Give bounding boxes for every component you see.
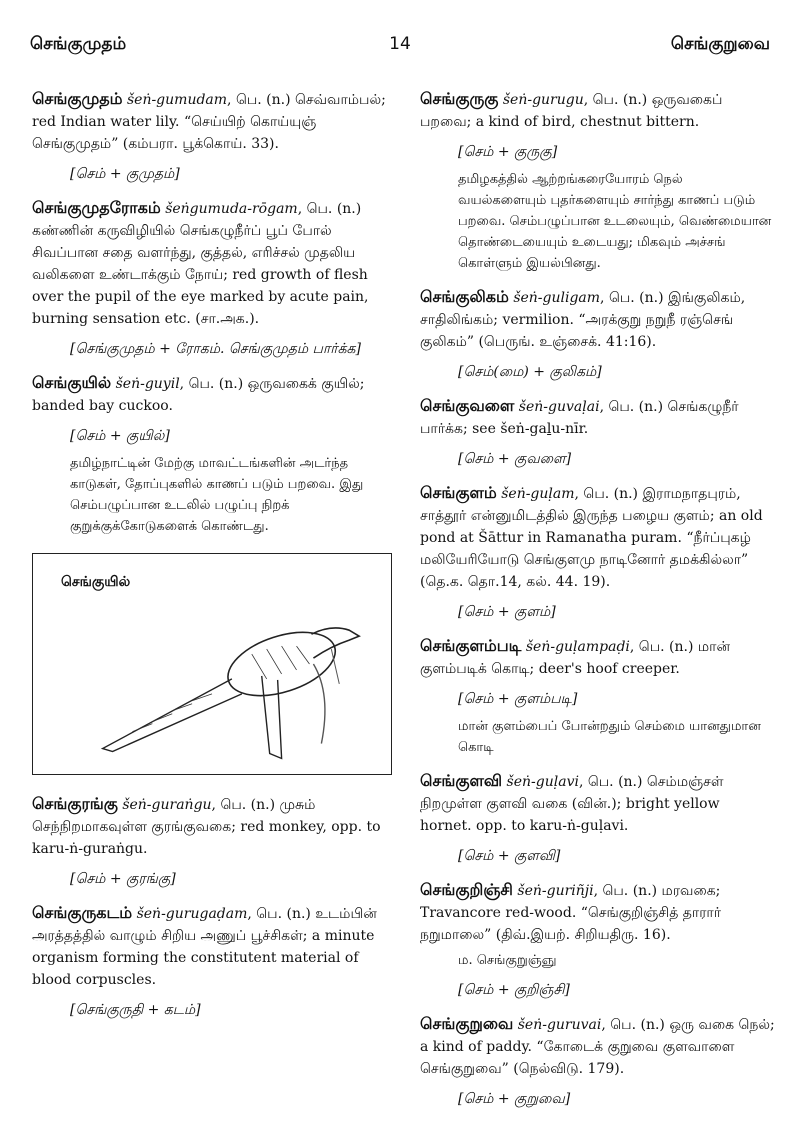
entry-headword: செங்குயில் — [32, 373, 112, 392]
cuckoo-drawing — [33, 554, 391, 774]
entry-definition: , பெ. (n.) உடம்பின் அரத்தத்தில் வாழும் சிறிய அணுப் பூச்சிகள்; a minute organism forming the constitutent material of blood corpuscles. — [32, 906, 377, 988]
entry-transliteration: šeṅ-guraṅgu — [122, 797, 212, 813]
entry-definition: , பெ. (n.) மரவகை; Travancore red-wood. “செங்குறிஞ்சித் தாரார் நறுமாலை” (திவ்.இயற். சிறியதிரு. 16). — [420, 883, 722, 943]
entry-etymology: [செம் + குளவி] — [458, 848, 561, 864]
entry-headword: செங்குவளை — [420, 396, 515, 415]
dictionary-entry — [420, 879, 775, 1001]
entry-headword: செங்குளவி — [420, 771, 503, 790]
dictionary-entry — [420, 770, 775, 867]
dictionary-entry — [32, 372, 392, 537]
entry-definition: , பெ. (n.) ஒருவகைப் பறவை; a kind of bird, chestnut bittern. — [420, 92, 723, 130]
dictionary-entry — [420, 286, 775, 383]
entry-etymology: [செங்குருதி + கடம்] — [70, 1002, 201, 1018]
figure-caption: செங்குயில் — [61, 574, 131, 590]
entry-transliteration: šeṅ-guruvai — [517, 1017, 602, 1033]
entry-transliteration: šeṅ-guligam — [513, 290, 601, 306]
left-column — [32, 88, 392, 1033]
entry-note: தமிழ்நாட்டின் மேற்கு மாவட்டங்களின் அடர்ந்த காடுகள், தோப்புகளில் காணப் படும் பறவை. இது செம்பழுப்பான உடலில் பழுப்பு நிறக் குறுக்குக்கோடுகளைக் கொண்டது. — [70, 456, 364, 534]
entry-etymology: [செம் + குரங்கு] — [70, 871, 176, 887]
entry-definition: , பெ. (n.) செங்கழுநீர் பார்க்க; see šeṅ-gaḻu-nīr. — [420, 399, 739, 437]
entry-definition: , பெ. (n.) ஒரு வகை நெல்; a kind of paddy. “கோடைக் குறுவை குளவாளை செங்குறுவை” (நெல்விடு. 179). — [420, 1017, 775, 1077]
entry-definition: , பெ. (n.) முசும் செந்நிறமாகவுள்ள குரங்குவகை; red monkey, opp. to karu-ṅ-guraṅgu. — [32, 797, 381, 857]
entry-headword: செங்குருகு — [420, 89, 499, 108]
entry-cognate: ம. செங்குறுஞ்ஞு — [458, 953, 557, 968]
entry-transliteration: šeṅgumuda-rōgam — [165, 201, 298, 217]
header-right-word: செங்குறுவை — [670, 34, 770, 54]
entry-headword: செங்குமுதம் — [32, 89, 123, 108]
entry-headword: செங்குளம்படி — [420, 636, 522, 655]
entry-definition: , பெ. (n.) இராமநாதபுரம், சாத்தூர் என்னுமிடத்தில் இருந்த பழைய குளம்; an old pond at Šāttur in Ramanatha puram. “நீர்ப்புகழ் மலியேரியோடு செங்குளமு நாடினோர் தமக்கில்லா” (தெ.க. தொ.14, கல். 44. 19). — [420, 486, 763, 590]
dictionary-entry — [32, 902, 392, 1021]
entry-headword: செங்குலிகம் — [420, 287, 509, 306]
entry-definition: , பெ. (n.) கண்ணின் கருவிழியில் செங்கழுநீர்ப் பூப் போல் சிவப்பான சதை வளர்ந்து, குத்தல், எரிச்சல் முதலிய வலிகளை உண்டாக்கும் நோய்; red growth of flesh over the pupil of the eye marked by acute pain, burning sensation etc. (சா.அக.). — [32, 201, 369, 327]
entry-transliteration: šeṅ-gurugaḍam — [136, 906, 248, 922]
page-header — [30, 34, 770, 64]
entry-transliteration: šeṅ-guriñji — [517, 883, 594, 899]
entry-etymology: [செம் + குறுவை] — [458, 1091, 571, 1107]
entry-headword: செங்குமுதரோகம் — [32, 198, 161, 217]
entry-etymology: [செம் + குயில்] — [70, 428, 170, 444]
entry-transliteration: šeṅ-guvaḷai — [518, 399, 600, 415]
header-left-word: செங்குமுதம் — [30, 34, 127, 54]
entry-etymology: [செங்குமுதம் + ரோகம். செங்குமுதம் பார்க்க] — [70, 341, 361, 357]
entry-etymology: [செம் + குளம்படி] — [458, 691, 578, 707]
entry-etymology: [செம் + குவளை] — [458, 451, 572, 467]
entry-etymology: [செம் + குருகு] — [458, 144, 558, 160]
entry-note: தமிழகத்தில் ஆற்றங்கரையோரம் நெல் வயல்களையும் புதர்களையும் சார்ந்து காணப் படும் பறவை. செம்பழுப்பான உடலையும், வெண்மையான தொண்டையையும் உடையது; மிகவும் அச்சங் கொள்ளும் இயல்பினது. — [458, 172, 772, 271]
entry-transliteration: šeṅ-guḷavi — [506, 774, 579, 790]
entry-note: மான் குளம்பைப் போன்றதும் செம்மை யானதுமான கொடி — [458, 719, 761, 755]
dictionary-entry — [32, 197, 392, 360]
dictionary-entry — [420, 395, 775, 470]
entry-etymology: [செம் + குறிஞ்சி] — [458, 982, 570, 998]
entry-transliteration: šeṅ-guyil — [115, 376, 180, 392]
entry-headword: செங்குரங்கு — [32, 794, 118, 813]
entry-headword: செங்குறிஞ்சி — [420, 880, 513, 899]
entry-definition: , பெ. (n.) செம்மஞ்சள் நிறமுள்ள குளவி வகை (வின்.); bright yellow hornet. opp. to karu-ṅ-guḷavi. — [420, 774, 724, 834]
entry-definition: , பெ. (n.) இங்குலிகம், சாதிலிங்கம்; vermilion. “அரக்குறு நறுநீ ரஞ்செங் குலிகம்” (பெருங். உஞ்சைக். 41:16). — [420, 290, 746, 350]
entry-transliteration: šeṅ-guḷampaḍi — [525, 639, 630, 655]
bird-illustration — [32, 553, 392, 775]
entry-etymology: [செம் + குமுதம்] — [70, 166, 180, 182]
dictionary-entry — [420, 88, 775, 274]
entry-definition: , பெ. (n.) ஒருவகைக் குயில்; banded bay cuckoo. — [32, 376, 365, 414]
entry-definition: , பெ. (n.) செவ்வாம்பல்; red Indian water lily. “செய்யிற் கொய்யுஞ் செங்குமுதம்” (கம்பரா. பூக்கொய். 33). — [32, 92, 386, 152]
entry-definition: , பெ. (n.) மான் குளம்படிக் கொடி; deer's hoof creeper. — [420, 639, 731, 677]
entry-transliteration: šeṅ-gurugu — [502, 92, 584, 108]
entry-etymology: [செம்(மை) + குலிகம்] — [458, 364, 602, 380]
dictionary-entry — [32, 88, 392, 185]
right-column — [420, 88, 775, 1122]
dictionary-entry — [420, 1013, 775, 1110]
entry-etymology: [செம் + குளம்] — [458, 604, 556, 620]
dictionary-entry — [420, 635, 775, 758]
entry-headword: செங்குறுவை — [420, 1014, 514, 1033]
entry-headword: செங்குருகடம் — [32, 903, 133, 922]
entry-transliteration: šeṅ-gumudam — [126, 92, 228, 108]
entry-headword: செங்குளம் — [420, 483, 497, 502]
dictionary-entry — [32, 793, 392, 890]
page-number: 14 — [389, 34, 411, 54]
dictionary-entry — [420, 482, 775, 623]
entry-transliteration: šeṅ-guḷam — [501, 486, 575, 502]
